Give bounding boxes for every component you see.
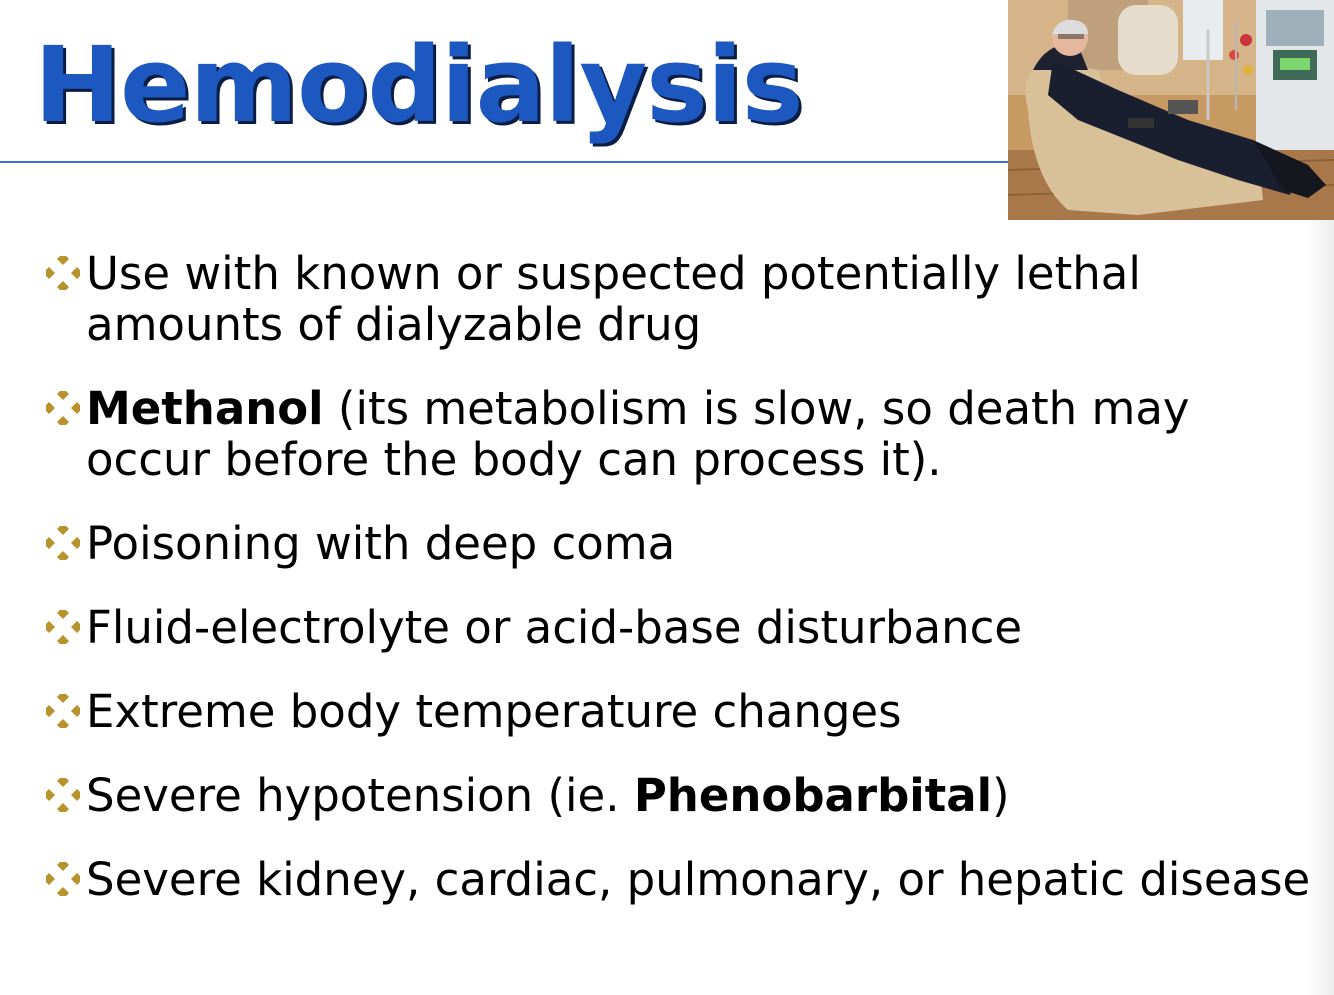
patient-on-dialysis-photo bbox=[1008, 0, 1334, 220]
diamond-bullet-icon bbox=[46, 778, 80, 812]
diamond-bullet-icon bbox=[46, 862, 80, 896]
bullet-item bbox=[44, 383, 1314, 485]
bullet-text: ) bbox=[992, 769, 1010, 822]
diamond-bullet-icon bbox=[46, 526, 80, 560]
bullet-emphasis: Methanol bbox=[86, 382, 324, 435]
bullet-item bbox=[44, 686, 1314, 737]
diamond-bullet-icon bbox=[46, 694, 80, 728]
bullet-item bbox=[44, 770, 1314, 821]
bullet-item bbox=[44, 854, 1314, 905]
slide-title: Hemodialysis bbox=[34, 24, 803, 146]
diamond-bullet-icon bbox=[46, 256, 80, 290]
bullet-text: Poisoning with deep coma bbox=[86, 517, 676, 570]
bullet-item bbox=[44, 518, 1314, 569]
bullet-text: Extreme body temperature changes bbox=[86, 685, 902, 738]
dialysis-photo-illustration bbox=[1008, 0, 1334, 220]
diamond-bullet-icon bbox=[46, 391, 80, 425]
bullet-text: Use with known or suspected potentially lethal amounts of dialyzable drug bbox=[86, 247, 1141, 351]
bullet-text: (its metabolism is slow, so death may occur before the body can process it). bbox=[86, 382, 1190, 486]
bullet-text: Severe kidney, cardiac, pulmonary, or hepatic disease bbox=[86, 853, 1311, 906]
bullet-item bbox=[44, 248, 1314, 350]
bullet-text: Severe hypotension (ie. bbox=[86, 769, 634, 822]
bullet-text: Fluid-electrolyte or acid-base disturbance bbox=[86, 601, 1023, 654]
diamond-bullet-icon bbox=[46, 610, 80, 644]
title-divider bbox=[0, 161, 1008, 163]
bullet-item bbox=[44, 602, 1314, 653]
bullet-emphasis: Phenobarbital bbox=[633, 769, 993, 822]
bullet-list bbox=[44, 248, 1314, 905]
